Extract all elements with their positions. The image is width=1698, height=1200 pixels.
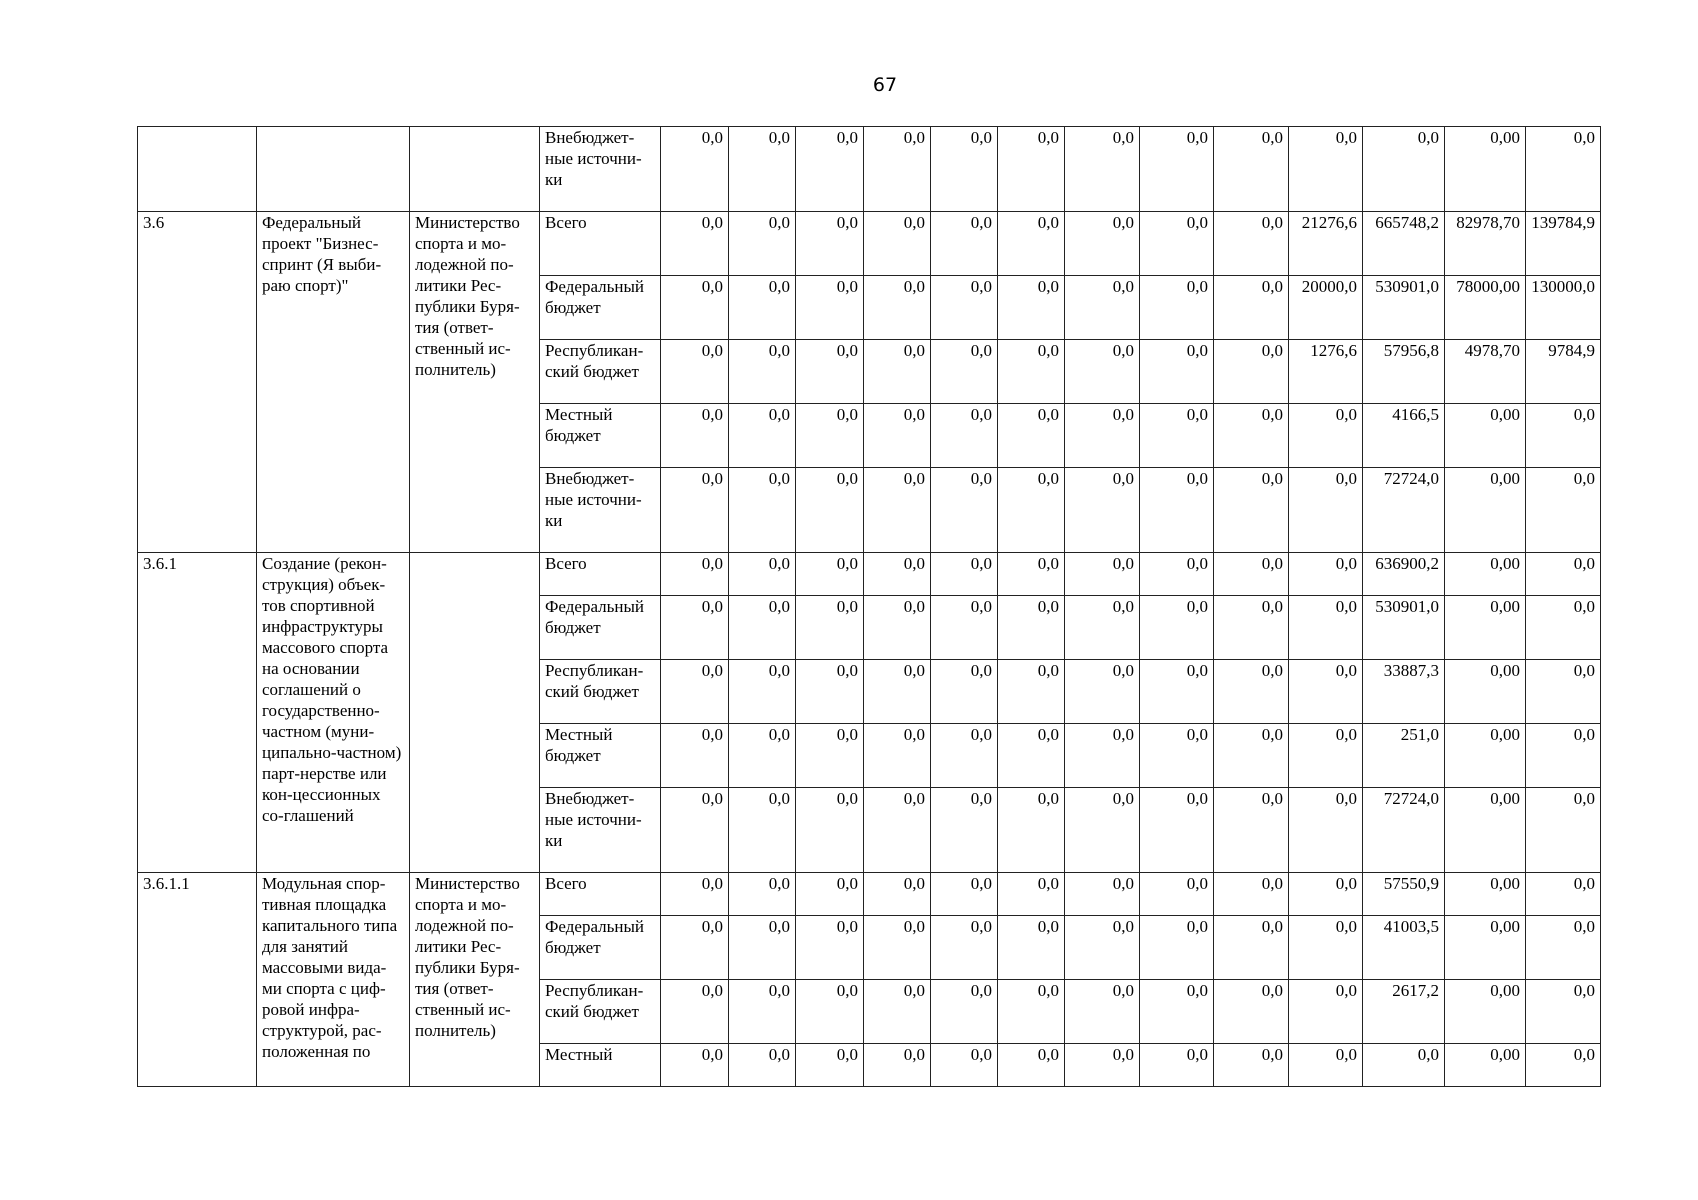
- amount-cell: 0,00: [1445, 1044, 1526, 1087]
- amount-cell: 0,0: [796, 404, 864, 468]
- amount-cell: 0,0: [1289, 404, 1363, 468]
- amount-cell: 0,0: [931, 127, 998, 212]
- amount-cell: 72724,0: [1363, 468, 1445, 553]
- amount-cell: 0,0: [796, 724, 864, 788]
- amount-cell: 0,00: [1445, 596, 1526, 660]
- amount-cell: 0,0: [931, 724, 998, 788]
- amount-cell: 0,0: [796, 660, 864, 724]
- funding-source: Федеральный бюджет: [540, 916, 661, 980]
- amount-cell: 0,0: [998, 276, 1065, 340]
- amount-cell: 0,0: [1065, 553, 1140, 596]
- amount-cell: 0,0: [1526, 788, 1601, 873]
- amount-cell: 0,0: [661, 468, 729, 553]
- amount-cell: 0,0: [998, 916, 1065, 980]
- amount-cell: 0,0: [1065, 788, 1140, 873]
- amount-cell: 0,0: [1214, 468, 1289, 553]
- amount-cell: 0,0: [1289, 660, 1363, 724]
- amount-cell: 0,0: [998, 788, 1065, 873]
- funding-source: Федеральный бюджет: [540, 276, 661, 340]
- amount-cell: 0,0: [1140, 212, 1214, 276]
- amount-cell: 0,0: [1065, 276, 1140, 340]
- amount-cell: 41003,5: [1363, 916, 1445, 980]
- amount-cell: 130000,0: [1526, 276, 1601, 340]
- amount-cell: 0,0: [1214, 404, 1289, 468]
- amount-cell: 20000,0: [1289, 276, 1363, 340]
- amount-cell: 0,0: [931, 276, 998, 340]
- amount-cell: 0,0: [796, 553, 864, 596]
- table-row: [138, 127, 1601, 212]
- table-row: [138, 212, 1601, 276]
- amount-cell: 0,0: [1289, 724, 1363, 788]
- amount-cell: 0,0: [729, 404, 796, 468]
- amount-cell: 57956,8: [1363, 340, 1445, 404]
- amount-cell: 4166,5: [1363, 404, 1445, 468]
- amount-cell: 0,0: [1065, 340, 1140, 404]
- amount-cell: 0,0: [1065, 212, 1140, 276]
- amount-cell: 0,0: [931, 873, 998, 916]
- amount-cell: 0,0: [998, 724, 1065, 788]
- row-code: 3.6.1: [138, 553, 257, 873]
- amount-cell: 0,0: [864, 916, 931, 980]
- row-code: 3.6: [138, 212, 257, 553]
- amount-cell: 0,0: [661, 127, 729, 212]
- amount-cell: 0,0: [661, 660, 729, 724]
- amount-cell: 0,0: [864, 127, 931, 212]
- amount-cell: 0,0: [1526, 404, 1601, 468]
- amount-cell: 0,0: [1140, 916, 1214, 980]
- amount-cell: 0,0: [1526, 596, 1601, 660]
- amount-cell: 0,0: [1214, 916, 1289, 980]
- amount-cell: 0,0: [864, 660, 931, 724]
- amount-cell: 0,0: [1526, 980, 1601, 1044]
- amount-cell: 0,0: [796, 1044, 864, 1087]
- amount-cell: 0,0: [1065, 596, 1140, 660]
- amount-cell: 0,0: [661, 212, 729, 276]
- amount-cell: 0,0: [1065, 1044, 1140, 1087]
- amount-cell: 0,00: [1445, 660, 1526, 724]
- amount-cell: 0,0: [729, 788, 796, 873]
- amount-cell: 0,0: [796, 127, 864, 212]
- amount-cell: 0,0: [1140, 873, 1214, 916]
- amount-cell: 0,0: [1140, 660, 1214, 724]
- amount-cell: 530901,0: [1363, 276, 1445, 340]
- budget-table: [137, 126, 1601, 1087]
- amount-cell: 0,0: [661, 724, 729, 788]
- amount-cell: 0,0: [931, 212, 998, 276]
- amount-cell: 0,0: [1289, 788, 1363, 873]
- amount-cell: 0,0: [998, 660, 1065, 724]
- amount-cell: 0,0: [661, 596, 729, 660]
- amount-cell: 0,0: [729, 596, 796, 660]
- funding-source: Всего: [540, 212, 661, 276]
- amount-cell: 0,0: [1140, 276, 1214, 340]
- amount-cell: 251,0: [1363, 724, 1445, 788]
- amount-cell: 0,0: [1526, 916, 1601, 980]
- amount-cell: 0,00: [1445, 873, 1526, 916]
- amount-cell: 0,0: [661, 340, 729, 404]
- amount-cell: 0,0: [1065, 873, 1140, 916]
- amount-cell: 0,0: [661, 788, 729, 873]
- amount-cell: 0,0: [931, 468, 998, 553]
- row-name: Федеральный проект "Бизнес-спринт (Я выби-раю спорт)": [257, 212, 410, 553]
- amount-cell: 0,0: [796, 340, 864, 404]
- amount-cell: 0,0: [1289, 980, 1363, 1044]
- amount-cell: 0,0: [1526, 468, 1601, 553]
- amount-cell: 0,0: [796, 873, 864, 916]
- amount-cell: 0,0: [998, 1044, 1065, 1087]
- amount-cell: 0,0: [1065, 724, 1140, 788]
- amount-cell: 0,0: [864, 404, 931, 468]
- funding-source: Всего: [540, 553, 661, 596]
- amount-cell: 0,0: [1289, 127, 1363, 212]
- amount-cell: 530901,0: [1363, 596, 1445, 660]
- amount-cell: 0,0: [1140, 788, 1214, 873]
- amount-cell: 0,0: [1065, 468, 1140, 553]
- amount-cell: 0,0: [1526, 724, 1601, 788]
- amount-cell: 0,0: [1140, 127, 1214, 212]
- amount-cell: 636900,2: [1363, 553, 1445, 596]
- amount-cell: 0,0: [998, 468, 1065, 553]
- row-name: [257, 127, 410, 212]
- amount-cell: 0,0: [864, 596, 931, 660]
- amount-cell: 0,0: [931, 916, 998, 980]
- amount-cell: 0,0: [998, 980, 1065, 1044]
- amount-cell: 0,0: [1214, 127, 1289, 212]
- amount-cell: 0,0: [998, 404, 1065, 468]
- amount-cell: 0,0: [1289, 916, 1363, 980]
- amount-cell: 0,0: [1289, 553, 1363, 596]
- row-code: [138, 127, 257, 212]
- amount-cell: 0,0: [729, 127, 796, 212]
- amount-cell: 0,0: [796, 980, 864, 1044]
- amount-cell: 0,0: [729, 980, 796, 1044]
- funding-source: Республикан-ский бюджет: [540, 340, 661, 404]
- amount-cell: 0,0: [1140, 340, 1214, 404]
- amount-cell: 82978,70: [1445, 212, 1526, 276]
- row-name: Создание (рекон-струкция) объек-тов спортивной инфраструктуры массового спорта на основании соглашений о государственно-частном (муни-ципально-частном) парт-нерстве или кон-цессионных со-глашений: [257, 553, 410, 873]
- amount-cell: 0,0: [864, 873, 931, 916]
- amount-cell: 0,00: [1445, 980, 1526, 1044]
- amount-cell: 57550,9: [1363, 873, 1445, 916]
- amount-cell: 0,0: [1214, 212, 1289, 276]
- amount-cell: 0,0: [1214, 340, 1289, 404]
- amount-cell: 0,00: [1445, 724, 1526, 788]
- amount-cell: 0,0: [729, 660, 796, 724]
- amount-cell: 0,0: [1289, 873, 1363, 916]
- amount-cell: 0,0: [796, 596, 864, 660]
- page-number: 67: [872, 74, 898, 96]
- amount-cell: 0,0: [1214, 276, 1289, 340]
- amount-cell: 0,0: [661, 553, 729, 596]
- funding-source: Внебюджет-ные источни-ки: [540, 127, 661, 212]
- amount-cell: 0,0: [729, 340, 796, 404]
- amount-cell: 0,0: [1065, 404, 1140, 468]
- amount-cell: 0,0: [1289, 468, 1363, 553]
- amount-cell: 0,0: [931, 980, 998, 1044]
- amount-cell: 0,0: [1214, 596, 1289, 660]
- amount-cell: 0,0: [998, 553, 1065, 596]
- amount-cell: 0,0: [796, 276, 864, 340]
- amount-cell: 0,0: [864, 553, 931, 596]
- amount-cell: 0,0: [661, 404, 729, 468]
- amount-cell: 0,0: [661, 916, 729, 980]
- amount-cell: 0,00: [1445, 468, 1526, 553]
- funding-source: Внебюджет-ные источни-ки: [540, 468, 661, 553]
- amount-cell: 33887,3: [1363, 660, 1445, 724]
- row-executor: Министерство спорта и мо-лодежной по-литики Рес-публики Буря-тия (ответ-ственный ис-полнитель): [410, 873, 540, 1087]
- amount-cell: 0,0: [1526, 873, 1601, 916]
- amount-cell: 0,0: [729, 873, 796, 916]
- amount-cell: 0,0: [1140, 1044, 1214, 1087]
- funding-source: Местный бюджет: [540, 724, 661, 788]
- amount-cell: 0,0: [1140, 468, 1214, 553]
- amount-cell: 0,0: [998, 340, 1065, 404]
- amount-cell: 665748,2: [1363, 212, 1445, 276]
- amount-cell: 0,0: [1363, 1044, 1445, 1087]
- table-body: [138, 127, 1601, 1087]
- funding-source: Местный: [540, 1044, 661, 1087]
- amount-cell: 0,0: [661, 980, 729, 1044]
- amount-cell: 0,0: [1363, 127, 1445, 212]
- amount-cell: 0,0: [729, 276, 796, 340]
- funding-source: Федеральный бюджет: [540, 596, 661, 660]
- amount-cell: 0,00: [1445, 916, 1526, 980]
- amount-cell: 0,0: [864, 212, 931, 276]
- funding-source: Всего: [540, 873, 661, 916]
- amount-cell: 0,0: [729, 1044, 796, 1087]
- amount-cell: 0,0: [796, 788, 864, 873]
- amount-cell: 0,0: [1526, 553, 1601, 596]
- amount-cell: 0,0: [1526, 1044, 1601, 1087]
- amount-cell: 0,0: [1140, 724, 1214, 788]
- amount-cell: 0,0: [796, 468, 864, 553]
- amount-cell: 0,0: [729, 212, 796, 276]
- amount-cell: 0,0: [864, 788, 931, 873]
- amount-cell: 0,0: [998, 596, 1065, 660]
- amount-cell: 0,00: [1445, 404, 1526, 468]
- amount-cell: 139784,9: [1526, 212, 1601, 276]
- amount-cell: 0,0: [931, 660, 998, 724]
- amount-cell: 0,0: [931, 340, 998, 404]
- row-code: 3.6.1.1: [138, 873, 257, 1087]
- amount-cell: 0,0: [864, 340, 931, 404]
- amount-cell: 0,0: [729, 724, 796, 788]
- amount-cell: 0,0: [998, 212, 1065, 276]
- amount-cell: 0,0: [1214, 660, 1289, 724]
- table-row: [138, 553, 1601, 596]
- amount-cell: 0,0: [931, 553, 998, 596]
- amount-cell: 0,0: [1065, 916, 1140, 980]
- amount-cell: 0,0: [1065, 980, 1140, 1044]
- amount-cell: 0,0: [729, 916, 796, 980]
- amount-cell: 0,0: [864, 724, 931, 788]
- amount-cell: 0,0: [661, 873, 729, 916]
- amount-cell: 0,0: [864, 276, 931, 340]
- amount-cell: 0,00: [1445, 788, 1526, 873]
- amount-cell: 0,0: [931, 788, 998, 873]
- amount-cell: 0,0: [796, 916, 864, 980]
- amount-cell: 0,0: [1526, 660, 1601, 724]
- amount-cell: 0,0: [1214, 553, 1289, 596]
- amount-cell: 0,0: [864, 468, 931, 553]
- amount-cell: 0,0: [931, 404, 998, 468]
- amount-cell: 72724,0: [1363, 788, 1445, 873]
- amount-cell: 0,0: [1140, 596, 1214, 660]
- amount-cell: 0,0: [998, 127, 1065, 212]
- amount-cell: 0,0: [864, 980, 931, 1044]
- amount-cell: 0,0: [1214, 980, 1289, 1044]
- funding-source: Республикан-ский бюджет: [540, 660, 661, 724]
- amount-cell: 0,0: [1214, 788, 1289, 873]
- funding-source: Внебюджет-ные источни-ки: [540, 788, 661, 873]
- amount-cell: 0,0: [1526, 127, 1601, 212]
- amount-cell: 0,0: [1140, 404, 1214, 468]
- amount-cell: 1276,6: [1289, 340, 1363, 404]
- amount-cell: 0,0: [1065, 660, 1140, 724]
- row-name: Модульная спор-тивная площадка капитального типа для занятий массовыми вида-ми спорта с циф-ровой инфра-структурой, рас-положенная по: [257, 873, 410, 1087]
- amount-cell: 0,0: [931, 596, 998, 660]
- amount-cell: 0,0: [998, 873, 1065, 916]
- amount-cell: 0,0: [796, 212, 864, 276]
- amount-cell: 0,00: [1445, 553, 1526, 596]
- funding-source: Республикан-ский бюджет: [540, 980, 661, 1044]
- row-executor: Министерство спорта и мо-лодежной по-литики Рес-публики Буря-тия (ответ-ственный ис-полнитель): [410, 212, 540, 553]
- amount-cell: 0,0: [661, 1044, 729, 1087]
- amount-cell: 0,0: [729, 468, 796, 553]
- amount-cell: 0,0: [729, 553, 796, 596]
- amount-cell: 4978,70: [1445, 340, 1526, 404]
- amount-cell: 0,0: [1214, 1044, 1289, 1087]
- funding-source: Местный бюджет: [540, 404, 661, 468]
- table-row: [138, 873, 1601, 916]
- amount-cell: 0,0: [661, 276, 729, 340]
- row-executor: [410, 553, 540, 873]
- amount-cell: 0,0: [864, 1044, 931, 1087]
- amount-cell: 0,0: [1214, 724, 1289, 788]
- row-executor: [410, 127, 540, 212]
- amount-cell: 9784,9: [1526, 340, 1601, 404]
- amount-cell: 0,0: [1214, 873, 1289, 916]
- amount-cell: 78000,00: [1445, 276, 1526, 340]
- amount-cell: 0,0: [931, 1044, 998, 1087]
- amount-cell: 0,0: [1140, 980, 1214, 1044]
- amount-cell: 2617,2: [1363, 980, 1445, 1044]
- amount-cell: 0,0: [1065, 127, 1140, 212]
- amount-cell: 0,0: [1289, 1044, 1363, 1087]
- amount-cell: 0,00: [1445, 127, 1526, 212]
- amount-cell: 0,0: [1140, 553, 1214, 596]
- amount-cell: 0,0: [1289, 596, 1363, 660]
- amount-cell: 21276,6: [1289, 212, 1363, 276]
